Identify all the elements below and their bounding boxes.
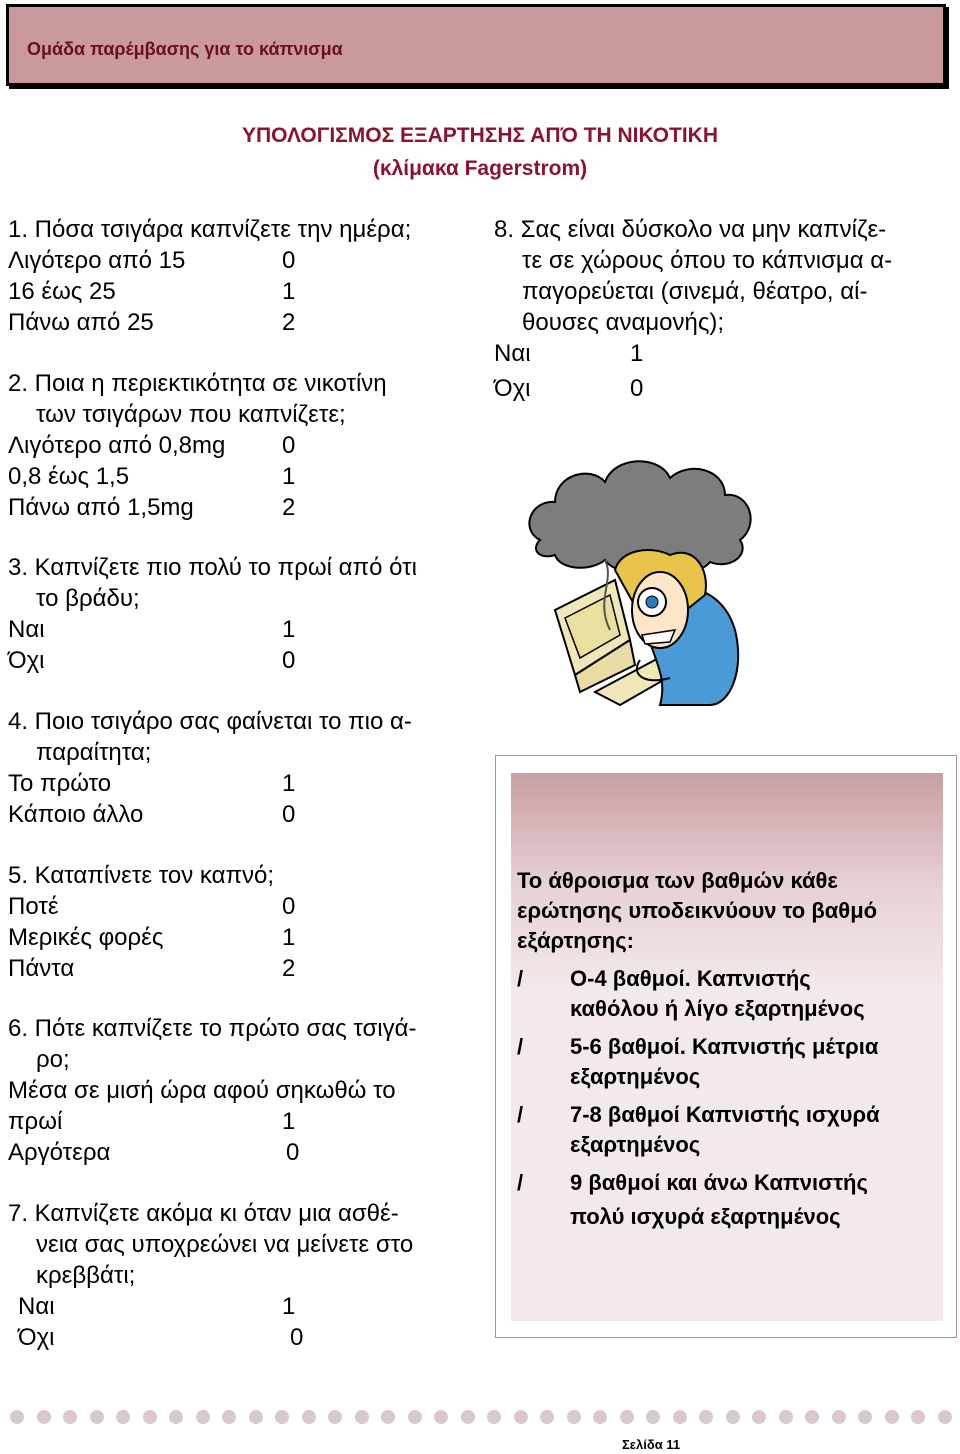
option-label: Ποτέ — [8, 893, 59, 920]
option-row — [8, 614, 417, 645]
option-score: 0 — [282, 647, 296, 674]
question-text: 6. Πότε καπνίζετε το πρώτο σας τσιγά- — [8, 1015, 417, 1042]
option-score: 1 — [282, 616, 296, 643]
decorative-dot — [37, 1410, 51, 1424]
option-score: 0 — [282, 801, 296, 828]
decorative-dot — [302, 1410, 316, 1424]
stressed-smoker-at-computer-icon — [520, 430, 760, 730]
option-row — [8, 645, 417, 676]
result-line: εξαρτημένος — [570, 1132, 701, 1157]
option-row — [8, 1137, 416, 1168]
option-row — [8, 245, 411, 276]
question-3 — [8, 552, 417, 676]
option-row — [8, 276, 411, 307]
decorative-dot — [540, 1410, 554, 1424]
question-text: 3. Καπνίζετε πιο πολύ το πρωί από ότι — [8, 554, 417, 581]
option-score: 0 — [282, 432, 296, 459]
question-text: το βράδυ; — [36, 585, 140, 612]
decorative-dot — [196, 1410, 210, 1424]
decorative-dot — [116, 1410, 130, 1424]
result-line: πολύ ισχυρά εξαρτημένος — [570, 1204, 841, 1229]
decorative-dot — [593, 1410, 607, 1424]
option-row — [494, 338, 892, 369]
decorative-dot — [381, 1410, 395, 1424]
option-score: 1 — [630, 340, 644, 367]
option-label: Όχι — [8, 647, 45, 674]
decorative-dot — [726, 1410, 740, 1424]
decorative-dot — [752, 1410, 766, 1424]
question-text: ρο; — [36, 1046, 70, 1073]
decorative-dot — [328, 1410, 342, 1424]
option-label: Λιγότερο από 0,8mg — [8, 432, 226, 459]
decorative-dot — [938, 1410, 952, 1424]
decorative-dot — [885, 1410, 899, 1424]
question-text: 8. Σας είναι δύσκολο να μην καπνίζε- — [494, 216, 887, 243]
option-label: Πάνω από 25 — [8, 309, 154, 336]
option-score: 2 — [282, 494, 296, 521]
option-row — [8, 922, 296, 953]
question-8 — [494, 214, 892, 404]
question-text: Μέσα σε μισή ώρα αφού σηκωθώ το — [8, 1077, 396, 1104]
result-item — [517, 964, 937, 1024]
decorative-dot — [514, 1410, 528, 1424]
question-text: νεια σας υποχρεώνει να μείνετε στο — [36, 1231, 414, 1258]
page-number: Σελίδα 11 — [622, 1437, 681, 1452]
result-line: εξαρτημένος — [570, 1064, 701, 1089]
question-6 — [8, 1013, 416, 1168]
option-score: 1 — [282, 278, 296, 305]
question-text: 1. Πόσα τσιγάρα καπνίζετε την ημέρα; — [8, 216, 412, 243]
option-score: 0 — [290, 1324, 304, 1351]
header-title: Ομάδα παρέμβασης για το κάπνισμα — [27, 39, 343, 59]
decorative-dot — [63, 1410, 77, 1424]
option-label: Πάνω από 1,5mg — [8, 494, 194, 521]
result-marker: / — [517, 1170, 524, 1195]
option-label: 0,8 έως 1,5 — [8, 463, 130, 490]
question-7 — [8, 1198, 413, 1353]
option-row — [494, 373, 892, 404]
document-subtitle: (κλίμακα Fagerstrom) — [372, 157, 588, 180]
decorative-dot — [779, 1410, 793, 1424]
option-row — [8, 953, 296, 984]
question-text: 5. Καταπίνετε τον καπνό; — [8, 862, 275, 889]
option-label: Λιγότερο από 15 — [8, 247, 186, 274]
option-score: 1 — [282, 463, 296, 490]
option-label: Αργότερα — [8, 1139, 111, 1166]
result-item — [517, 1100, 937, 1160]
option-score: 0 — [282, 247, 296, 274]
decorative-dot — [805, 1410, 819, 1424]
option-label: Όχι — [18, 1324, 55, 1351]
decorative-dot — [275, 1410, 289, 1424]
decorative-dot — [858, 1410, 872, 1424]
result-line: Ο-4 βαθμοί. Καπνιστής — [570, 966, 811, 991]
result-item — [517, 1168, 937, 1232]
results-intro: εξάρτησης: — [517, 928, 635, 953]
option-score: 0 — [286, 1139, 300, 1166]
option-label: Όχι — [494, 375, 531, 402]
result-line: 5-6 βαθμοί. Καπνιστής μέτρια — [570, 1034, 879, 1059]
question-text: των τσιγάρων που καπνίζετε; — [36, 401, 346, 428]
option-label: Ναι — [494, 340, 531, 367]
decorative-dot — [911, 1410, 925, 1424]
decorative-dot — [10, 1410, 24, 1424]
option-score: 0 — [282, 893, 296, 920]
option-label: 16 έως 25 — [8, 278, 116, 305]
decorative-dot — [434, 1410, 448, 1424]
option-score: 1 — [282, 770, 296, 797]
option-label: Κάποιο άλλο — [8, 801, 144, 828]
option-label: Ναι — [8, 616, 45, 643]
option-row — [8, 1322, 413, 1353]
decorative-dot — [487, 1410, 501, 1424]
question-2 — [8, 368, 387, 523]
option-row — [8, 307, 411, 338]
option-label: Το πρώτο — [8, 770, 112, 797]
decorative-dot — [90, 1410, 104, 1424]
result-item — [517, 1032, 937, 1092]
decorative-dot — [673, 1410, 687, 1424]
question-text: παγορεύεται (σινεμά, θέατρο, αί- — [522, 278, 868, 305]
option-label: Μερικές φορές — [8, 924, 164, 951]
question-text: κρεββάτι; — [36, 1262, 136, 1289]
option-score: 2 — [282, 955, 296, 982]
option-score: 1 — [282, 1108, 296, 1135]
option-score: 1 — [282, 924, 296, 951]
question-text: 2. Ποια η περιεκτικότητα σε νικοτίνη — [8, 370, 387, 397]
document-title: ΥΠΟΛΟΓΙΣΜΟΣ ΕΞΑΡΤΗΣΗΣ ΑΠΌ ΤΗ ΝΙΚΟΤΙΚΗ — [242, 124, 718, 147]
decorative-dot — [567, 1410, 581, 1424]
decorative-dot — [699, 1410, 713, 1424]
option-score: 2 — [282, 309, 296, 336]
decorative-dot — [620, 1410, 634, 1424]
results-intro: Το άθροισμα των βαθμών κάθε — [517, 868, 838, 893]
decorative-dot — [646, 1410, 660, 1424]
decorative-dot — [408, 1410, 422, 1424]
result-marker: / — [517, 1102, 524, 1127]
question-text: παραίτητα; — [36, 739, 152, 766]
question-4 — [8, 706, 412, 830]
question-1 — [8, 214, 411, 338]
question-text: 7. Καπνίζετε ακόμα κι όταν μια ασθέ- — [8, 1200, 399, 1227]
question-text: τε σε χώρους όπου το κάπνισμα α- — [522, 247, 893, 274]
decorative-dot — [249, 1410, 263, 1424]
option-row — [8, 492, 387, 523]
result-marker: / — [517, 966, 524, 991]
question-5 — [8, 860, 296, 984]
question-text: θουσες αναμονής); — [522, 309, 725, 336]
option-row — [8, 1291, 413, 1322]
results-intro: ερώτησης υποδεικνύουν το βαθμό — [517, 898, 878, 923]
header-bar — [6, 4, 946, 86]
decorative-dot — [143, 1410, 157, 1424]
option-score: 1 — [282, 1293, 296, 1320]
decorative-dots — [10, 1410, 950, 1426]
option-row — [8, 799, 412, 830]
option-label: πρωί — [8, 1108, 63, 1135]
option-label: Ναι — [18, 1293, 55, 1320]
question-text: 4. Ποιο τσιγάρο σας φαίνεται το πιο α- — [8, 708, 412, 735]
option-row — [8, 430, 387, 461]
decorative-dot — [461, 1410, 475, 1424]
result-marker: / — [517, 1034, 524, 1059]
decorative-dot — [832, 1410, 846, 1424]
option-row — [8, 768, 412, 799]
option-row — [8, 891, 296, 922]
option-row — [8, 1106, 416, 1137]
result-line: 7-8 βαθμοί Καπνιστής ισχυρά — [570, 1102, 880, 1127]
option-label: Πάντα — [8, 955, 75, 982]
decorative-dot — [355, 1410, 369, 1424]
option-row — [8, 461, 387, 492]
option-score: 0 — [630, 375, 644, 402]
decorative-dot — [169, 1410, 183, 1424]
result-line: καθόλου ή λίγο εξαρτημένος — [570, 996, 865, 1021]
results-legend — [517, 866, 937, 1232]
result-line: 9 βαθμοί και άνω Καπνιστής — [570, 1170, 868, 1195]
decorative-dot — [222, 1410, 236, 1424]
